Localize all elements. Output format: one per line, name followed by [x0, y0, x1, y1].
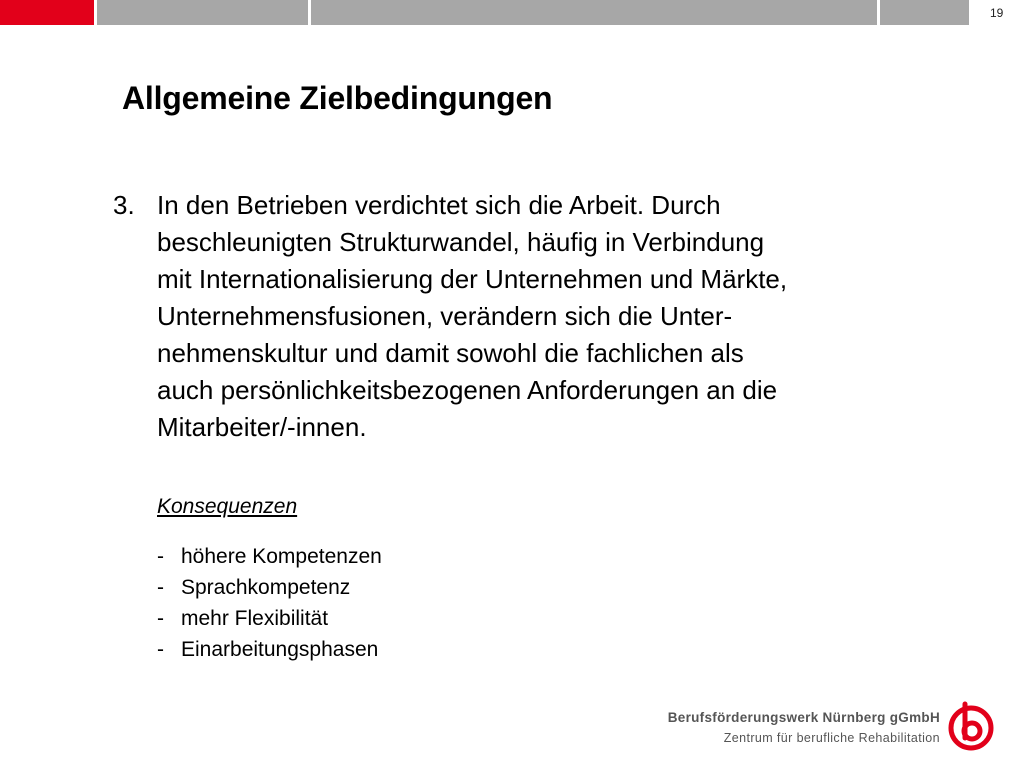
footer-organization: [668, 710, 940, 745]
point-text-line: nehmenskultur und damit sowohl die fachlichen als: [157, 338, 744, 368]
top-bar-red-segment: [0, 0, 94, 25]
point-text-line: Unternehmensfusionen, verändern sich die Unter-: [157, 301, 733, 331]
top-bar-gray-segment: [880, 0, 969, 25]
point-text-line: In den Betrieben verdichtet sich die Arbeit. Durch: [157, 190, 721, 220]
point-text-line: beschleunigten Strukturwandel, häufig in Verbindung: [157, 227, 765, 257]
consequence-item: - mehr Flexibilität: [157, 603, 382, 634]
consequence-item: - Sprachkompetenz: [157, 572, 382, 603]
organization-subtitle: Zentrum für berufliche Rehabilitation: [723, 731, 940, 745]
point-text-line: mit Internationalisierung der Unternehmen und Märkte,: [157, 264, 788, 294]
consequences-heading: Konsequenzen: [157, 495, 298, 518]
top-bar-gray-segment: [97, 0, 308, 25]
point-text-line: Mitarbeiter/-innen.: [157, 412, 367, 442]
page-number: 19: [990, 6, 1004, 20]
point-text-line: auch persönlichkeitsbezogenen Anforderungen an die: [157, 375, 778, 405]
bfw-logo-icon: [945, 700, 997, 752]
point-number: 3.: [113, 190, 135, 220]
consequences-list: [157, 541, 382, 665]
top-bar-gray-segment: [311, 0, 877, 25]
organization-name: Berufsförderungswerk Nürnberg gGmbH: [667, 710, 940, 725]
top-bar: [0, 0, 1024, 25]
slide-title: Allgemeine Zielbedingungen: [122, 80, 553, 116]
consequence-item: - Einarbeitungsphasen: [157, 634, 382, 665]
point-text: [157, 187, 927, 446]
consequence-item: - höhere Kompetenzen: [157, 541, 382, 572]
